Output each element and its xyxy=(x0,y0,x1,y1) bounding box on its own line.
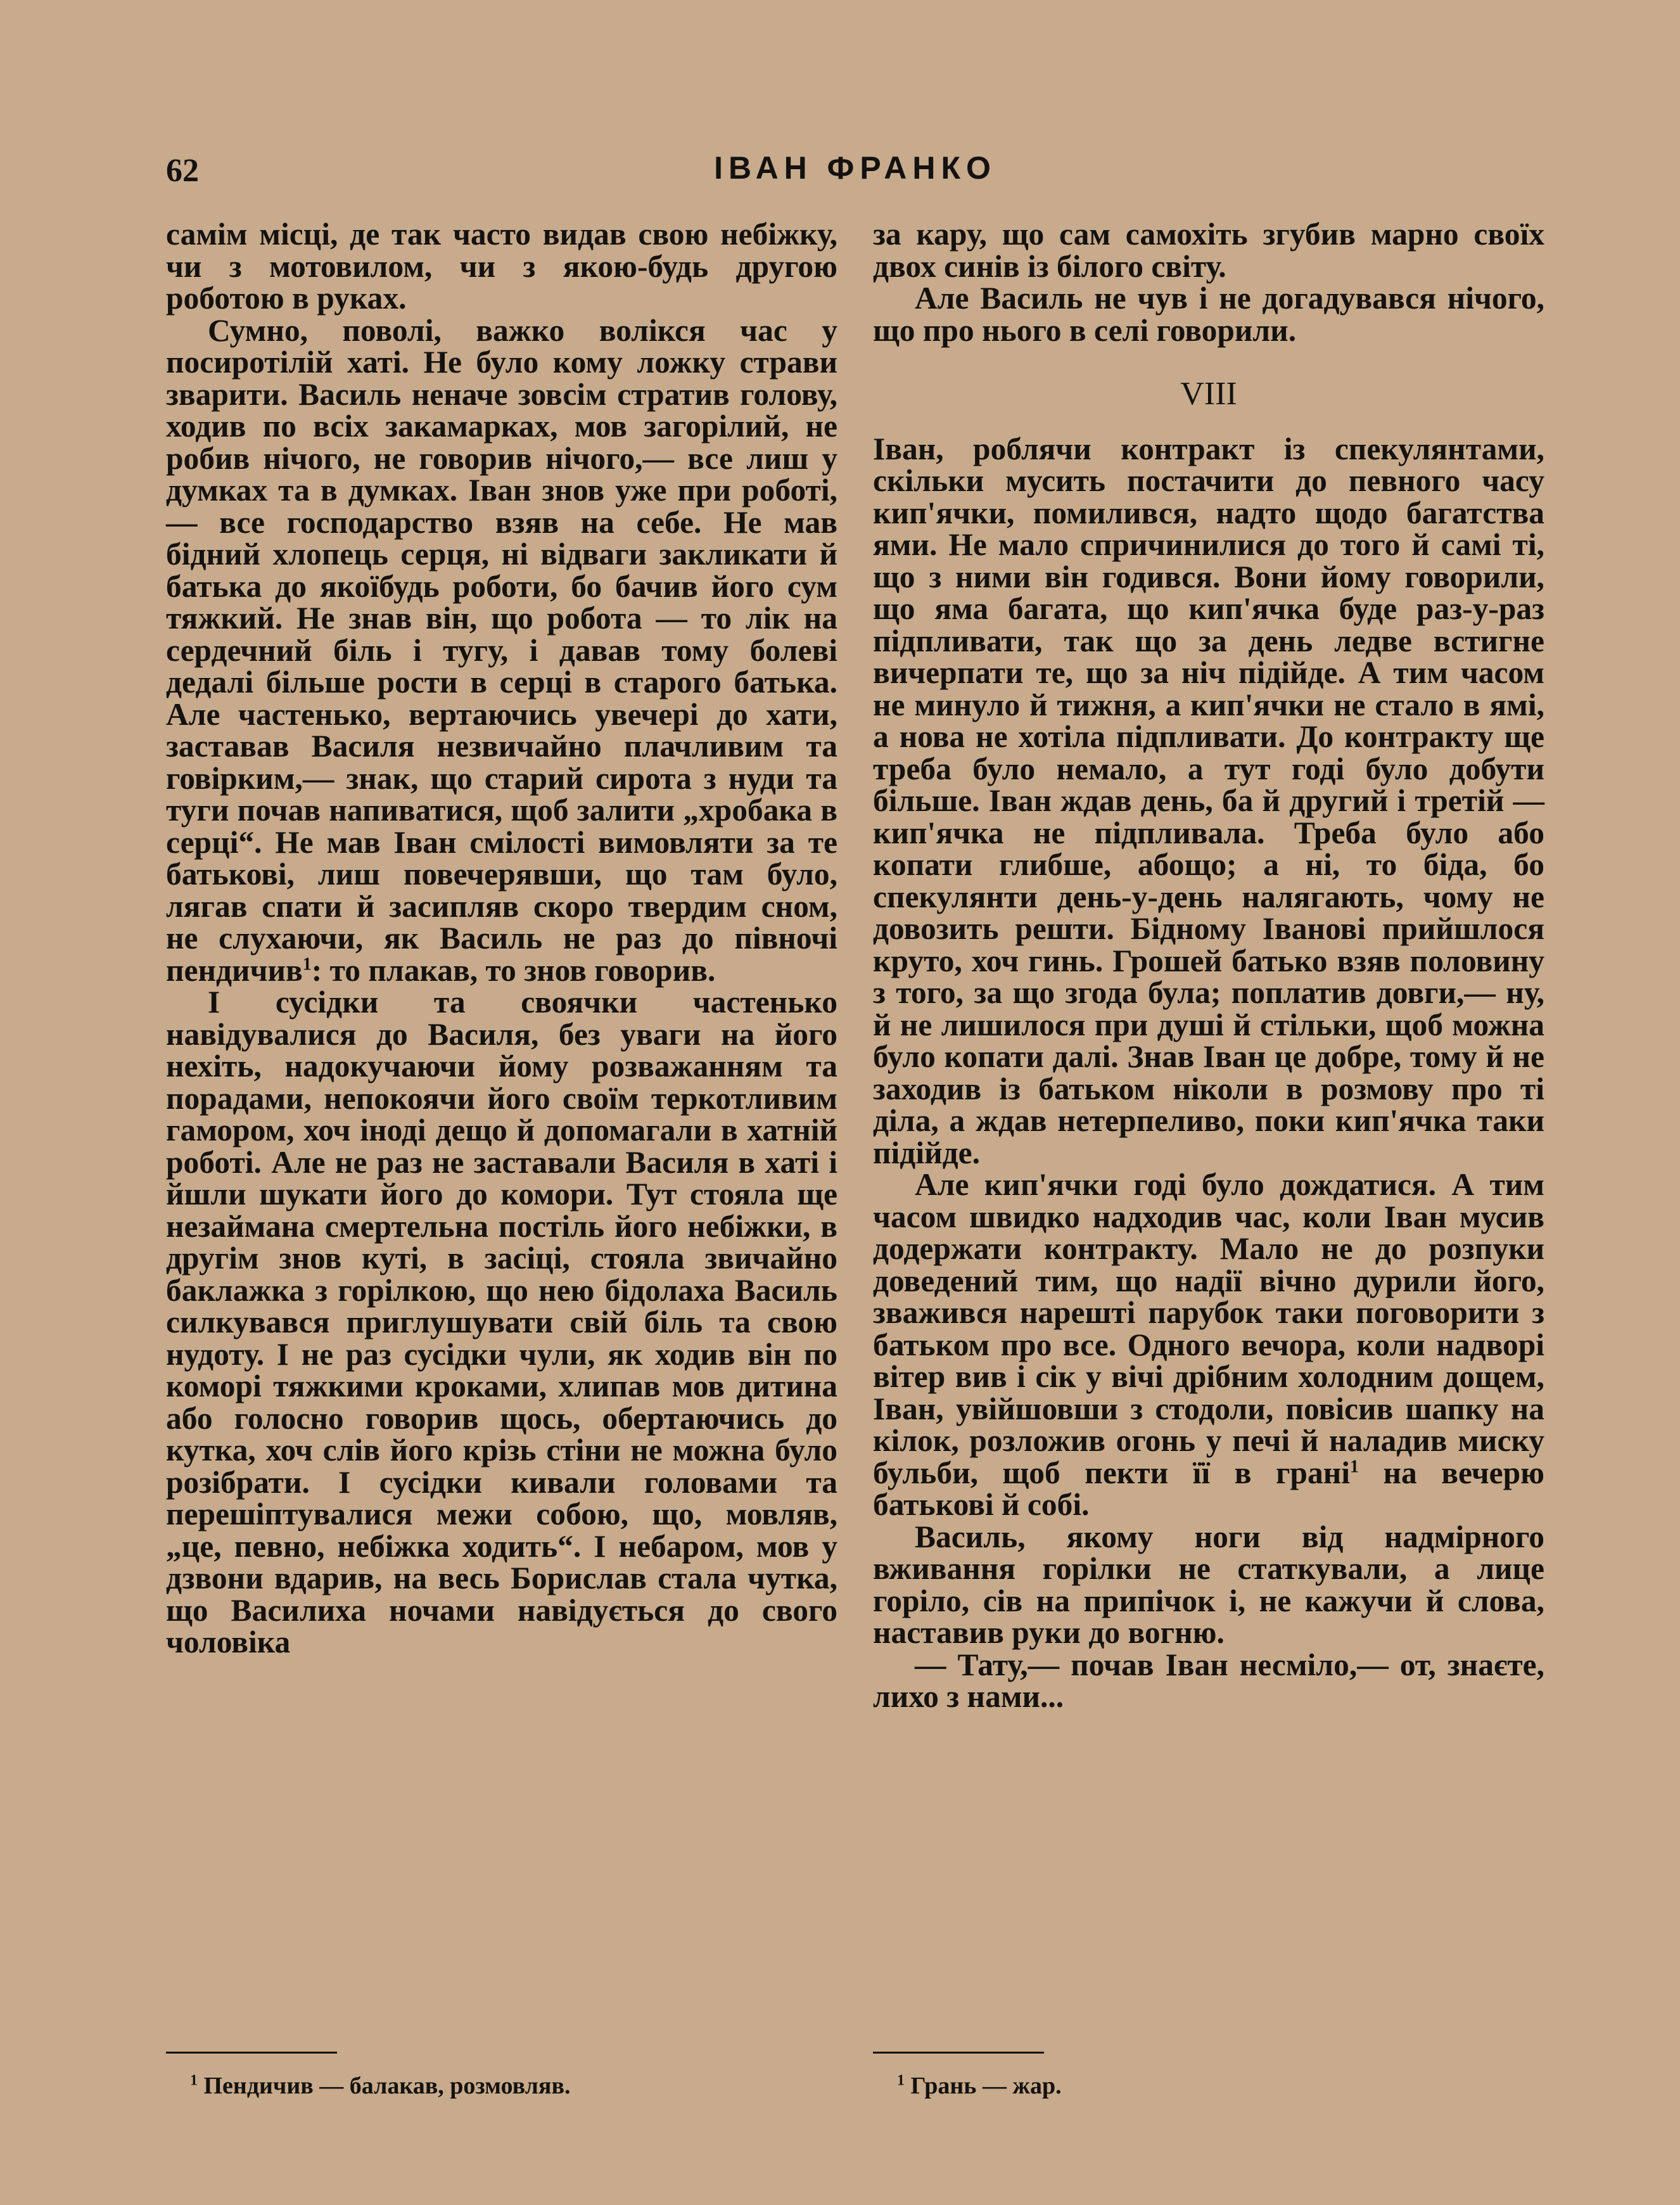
chapter-heading: VIII xyxy=(1180,376,1237,412)
paragraph: самім місці, де так часто видав свою небіжку, чи з мотовилом, чи з якою-будь другою роботою в руках. xyxy=(166,217,837,316)
paragraph xyxy=(166,312,837,988)
paragraph: — Тату,— почав Іван несміло,— от, знаєте, лихо з нами... xyxy=(873,1647,1544,1714)
paragraph-text-end: на вечерю батькові й собі. xyxy=(873,1455,1545,1522)
footnote-number: 1 xyxy=(190,2072,198,2089)
footnote-divider xyxy=(166,2052,337,2054)
paragraph: І сусідки та своячки частенько навідувалися до Василя, без уваги на його нехіть, надокучаючи йому розважанням та порадами, непокоячи його своїм теркотливим гамором, хоч іноді дещо й допомагали в хатній роботі. Але не раз не заставали Василя в хаті і йшли шукати його до комори. Тут стояла ще незаймана смертельна постіль його небіжки, в другім знов куті, в засіці, стояла звичайно баклажка з горілкою, що нею бідолаха Василь силкувався приглушувати свій біль та свою нудоту. І не раз сусідки чули, як ходив він по коморі тяжкими кроками, хлипав мов дитина або голосно говорив щось, обертаючись до кутка, хоч слів його крізь стіни не можна було розібрати. І сусідки кивали головами та перешіптувалися межи собою, що, мовляв, „це, певно, небіжка ходить“. І небаром, мов у дзвони вдарив, на весь Борислав стала чутка, що Василиха ночами навідується до свого чоловіка xyxy=(166,985,837,1659)
left-column xyxy=(166,219,837,1659)
footnote-divider xyxy=(873,2052,1044,2054)
paragraph: Іван, роблячи контракт із спекулянтами, скільки мусить постачити до певного часу кип'ячки, помилився, надто щодо багатства ями. Не мало спричинилися до того й самі ті, що з ними він годився. Вони йому говорили, що яма багата, що кип'ячка буде раз-у-раз підпливати, так що за день ледве встигне вичерпати те, що за ніч підійде. А тим часом не минуло й тижня, а кип'ячки не стало в ямі, а нова не хотіла підпливати. До контракту ще треба було немало, а тут годі було добути більше. Іван ждав день, ба й другий і третій — кип'ячка не підпливала. Треба було або копати глибше, абощо; а ні, то біда, бо спекулянти день-у-день налягають, чому не довозить решти. Бідному Іванові прийшлося круто, хоч гинь. Грошей батько взяв половину з того, за що згода була; поплатив довги,— ну, й не лишилося при душі й стільки, щоб можна було копати далі. Знав Іван це добре, тому й не заходив із батьком ніколи в розмову про ті діла, а ждав нетерпеливо, поки кип'ячка таки підійде. xyxy=(873,431,1544,1170)
paragraph: Але Василь не чув і не догадувався нічого, що про нього в селі говорили. xyxy=(873,281,1544,348)
page-number: 62 xyxy=(166,153,199,189)
footnote-text: Грань — жар. xyxy=(910,2073,1062,2099)
footnote-mark: 1 xyxy=(302,954,312,974)
footnote-number: 1 xyxy=(897,2072,905,2089)
paragraph: Василь, якому ноги від надмірного вживання горілки не статкували, а лице горіло, сів на припічок і, не кажучи й слова, наставив руки до вогню. xyxy=(873,1519,1544,1650)
footnote-text: Пендичив — балакав, розмовляв. xyxy=(203,2073,571,2099)
footnote-right xyxy=(897,2072,1062,2100)
paragraph-text: Сумно, поволі, важко волікся час у посиротілій хаті. Не було кому ложку страви зварити. Василь неначе зовсім стратив голову, ходив по всіх закамарках, мов загорілий, не робив нічого, не говорив нічого,— все лиш у думках та в думках. Іван знов уже при роботі,— все господарство взяв на себе. Не мав бідний хлопець серця, ні відваги закликати й батька до якоїбудь роботи, бо бачив його сум тяжкий. Не знав він, що робота — то лік на сердечний біль і тугу, і давав тому болеві дедалі більше рости в серці в старого батька. Але частенько, вертаючись увечері до хати, заставав Василя незвичайно плачливим та говірким,— знак, що старий сирота з нуди та туги почав напиватися, щоб залити „хробака в серці“. Не мав Іван смілості вимовляти за те батькові, лиш повечерявши, що там було, лягав спати й засипляв скоро твердим сном, не слухаючи, як Василь не раз до півночі пендичив xyxy=(166,312,837,988)
paragraph-text-end: : то плакав, то знов говорив. xyxy=(311,952,716,988)
footnote-left xyxy=(190,2072,571,2100)
running-title: ІВАН ФРАНКО xyxy=(714,150,996,186)
paragraph xyxy=(873,1169,1544,1521)
paragraph-text: Але кип'ячки годі було дождатися. А тим часом швидко надходив час, коли Іван мусив додержати контракту. Мало не до розпуки доведений тим, що надії вічно дурили його, зважився нарешті парубок таки поговорити з батьком про все. Одного вечора, коли надворі вітер вив і сік у вічі дрібним холодним дощем, Іван, увійшовши з стодоли, повісив шапку на кілок, розложив огонь у печі й наладив миску бульби, щоб пекти її в грані xyxy=(873,1167,1544,1490)
footnote-mark: 1 xyxy=(1349,1457,1359,1476)
right-column xyxy=(873,219,1544,1713)
paragraph: за кару, що сам самохіть згубив марно своїх двох синів із білого світу. xyxy=(873,217,1544,284)
page-header xyxy=(166,143,1544,200)
